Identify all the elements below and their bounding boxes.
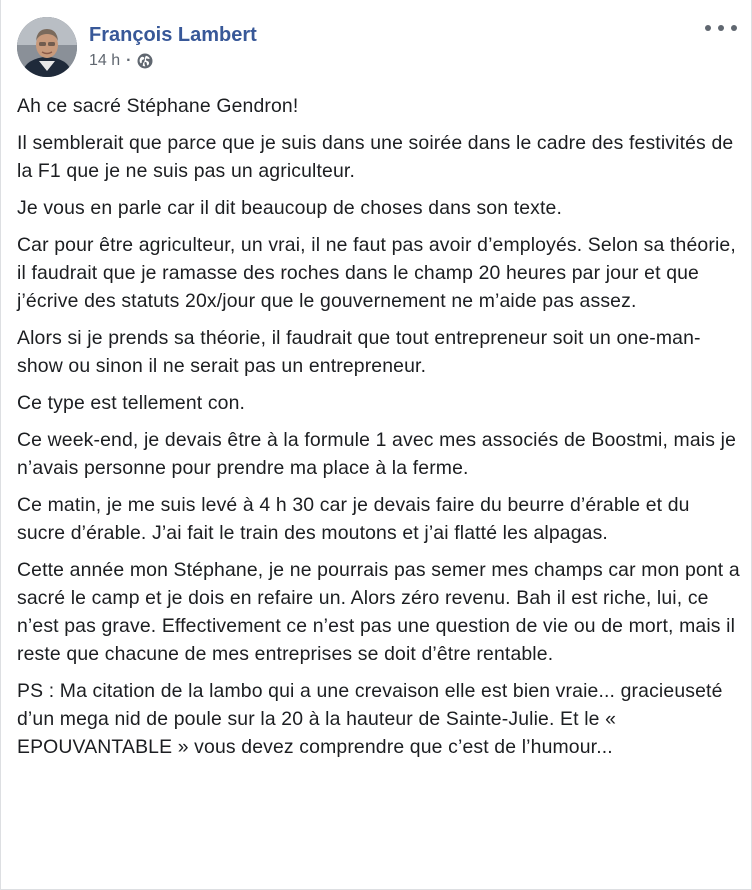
author-name[interactable]: François Lambert	[89, 24, 257, 46]
post-paragraph: Ah ce sacré Stéphane Gendron!	[17, 95, 299, 117]
post-paragraph: Ce type est tellement con.	[17, 392, 246, 414]
more-options-icon[interactable]	[705, 18, 737, 38]
post-subline	[89, 50, 257, 72]
post-paragraph: Il semblerait que parce que je suis dans une soirée dans le cadre des festivités de la F1 que je ne suis pas un agriculteur.	[17, 132, 734, 182]
post-timestamp[interactable]: 14 h	[89, 52, 121, 69]
post-paragraph: Je vous en parle car il dit beaucoup de choses dans son texte.	[17, 197, 563, 219]
more-dot	[731, 25, 737, 31]
post-paragraph: Ce week-end, je devais être à la formule 1 avec mes associés de Boostmi, mais je n’avais personne pour prendre ma place à la ferme.	[17, 429, 737, 479]
profile-photo	[17, 17, 77, 77]
avatar[interactable]	[17, 17, 77, 77]
more-dot	[718, 25, 724, 31]
globe-icon[interactable]	[137, 53, 153, 69]
post-paragraph: PS : Ma citation de la lambo qui a une crevaison elle est bien vraie... gracieuseté d’un mega nid de poule sur la 20 à la hauteur de Sainte-Julie. Et le « EPOUVANTABLE » vous devez comprendre que c’est de l’humour...	[17, 680, 723, 758]
post-paragraph: Ce matin, je me suis levé à 4 h 30 car je devais faire du beurre d’érable et du sucre d’érable. J’ai fait le train des moutons et j’ai flatté les alpagas.	[17, 494, 690, 544]
post-meta	[89, 17, 257, 77]
more-dot	[705, 25, 711, 31]
post-header	[17, 16, 257, 78]
post-body	[17, 92, 742, 770]
post-paragraph: Cette année mon Stéphane, je ne pourrais pas semer mes champs car mon pont a sacré le camp et je dois en refaire un. Alors zéro revenu. Bah il est riche, lui, ce n’est pas grave. Effectivement ce n’est pas une question de vie ou de mort, mais il reste que chacune de mes entreprises se doit d’être rentable.	[17, 559, 740, 665]
post-paragraph: Car pour être agriculteur, un vrai, il ne faut pas avoir d’employés. Selon sa théorie, il faudrait que je ramasse des roches dans le champ 20 heures par jour et que j’écrive des statuts 20x/jour que le gouvernement ne m’aide pas assez.	[17, 234, 736, 312]
post-paragraph: Alors si je prends sa théorie, il faudrait que tout entrepreneur soit un one-man-show ou sinon il ne serait pas un entrepreneur.	[17, 327, 701, 377]
separator-dot: ·	[126, 52, 132, 69]
